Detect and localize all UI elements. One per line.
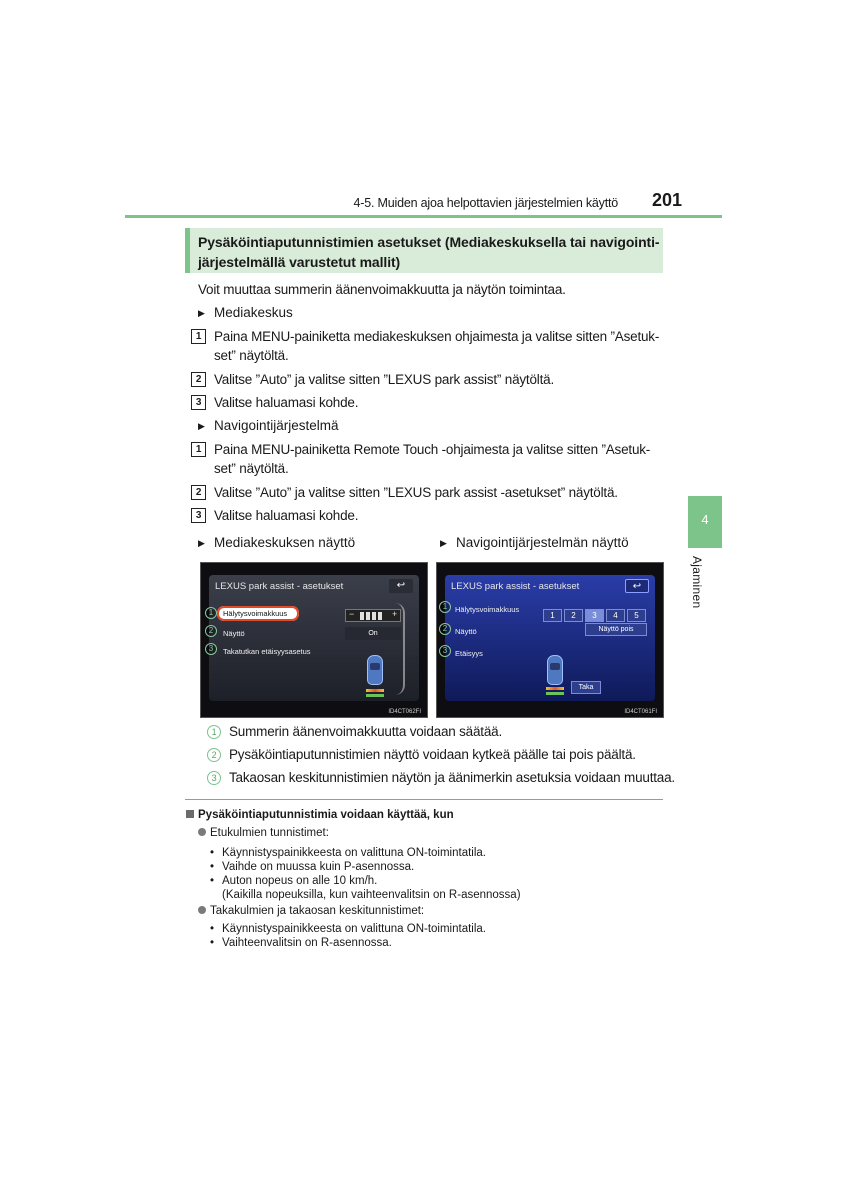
callout-3: 3 bbox=[205, 643, 217, 655]
nav-heading-label: Navigointijärjestelmä bbox=[214, 418, 339, 433]
square-bullet-icon bbox=[186, 810, 194, 818]
legend-item-1 bbox=[207, 722, 502, 741]
screen-title: LEXUS park assist - asetukset bbox=[215, 581, 344, 592]
triangle-right-icon: ▶ bbox=[198, 421, 205, 431]
volume-segment bbox=[372, 612, 376, 620]
callout-2: 2 bbox=[205, 625, 217, 637]
rear-sensor-indicator bbox=[366, 694, 384, 697]
step-text-line1: Valitse ”Auto” ja valitse sitten ”LEXUS park assist -asetukset” näytöltä. bbox=[214, 485, 618, 500]
minus-icon[interactable]: − bbox=[349, 609, 355, 619]
car-window bbox=[550, 663, 560, 670]
callout-1: 1 bbox=[439, 601, 451, 613]
plus-icon[interactable]: + bbox=[392, 609, 398, 619]
header-divider bbox=[125, 215, 722, 218]
distance-row[interactable]: Etäisyys bbox=[455, 649, 483, 658]
volume-row[interactable]: Hälytysvoimakkuus bbox=[455, 605, 520, 614]
media-screen-label-text: Mediakeskuksen näyttö bbox=[214, 535, 356, 550]
step-number-box: 1 bbox=[191, 442, 206, 457]
triangle-right-icon: ▶ bbox=[440, 538, 447, 548]
car-icon bbox=[547, 655, 563, 685]
step-text-line1: Paina MENU-painiketta mediakeskuksen ohjaimesta ja valitse sitten ”Asetuk- bbox=[214, 329, 660, 344]
bullet-icon: • bbox=[210, 875, 215, 887]
display-off-button[interactable]: Näyttö pois bbox=[585, 623, 647, 636]
chapter-tab[interactable]: 4 bbox=[688, 496, 722, 548]
volume-slider[interactable] bbox=[345, 609, 401, 622]
step-text-line2: set” näytöltä. bbox=[214, 461, 289, 476]
list-item bbox=[210, 922, 486, 936]
image-code: ID4CT062FI bbox=[388, 709, 421, 715]
legend-text: Takaosan keskitunnistimien näytön ja äänimerkin asetuksia voidaan muuttaa. bbox=[229, 770, 675, 785]
volume-row-label[interactable]: Hälytysvoimakkuus bbox=[217, 606, 299, 621]
volume-segment bbox=[378, 612, 382, 620]
back-arrow-icon[interactable]: ↩ bbox=[389, 579, 413, 593]
step-number-box: 3 bbox=[191, 395, 206, 410]
volume-level-1[interactable]: 1 bbox=[543, 609, 562, 622]
step-number-box: 2 bbox=[191, 485, 206, 500]
legend-text: Pysäköintiaputunnistimien näyttö voidaan kytkeä päälle tai pois päältä. bbox=[229, 747, 636, 762]
page-number: 201 bbox=[652, 190, 683, 210]
media-heading-label: Mediakeskus bbox=[214, 305, 293, 320]
media-step-3 bbox=[191, 393, 661, 412]
rear-button[interactable]: Taka bbox=[571, 681, 601, 694]
notes-divider bbox=[185, 799, 663, 800]
step-text-line2: set” näytöltä. bbox=[214, 348, 289, 363]
step-text-line1: Valitse haluamasi kohde. bbox=[214, 508, 359, 523]
list-item bbox=[210, 874, 377, 888]
intro-text: Voit muuttaa summerin äänenvoimakkuutta ja näytön toimintaa. bbox=[198, 282, 566, 297]
front-sensors-title bbox=[198, 826, 329, 840]
media-step-1 bbox=[191, 327, 661, 365]
legend-number: 1 bbox=[207, 725, 221, 739]
section-heading-line2: järjestelmällä varustetut mallit) bbox=[198, 254, 401, 270]
chapter-title: 4-5. Muiden ajoa helpottavien järjestelmien käyttö bbox=[353, 196, 618, 210]
rear-sensors-title-text: Takakulmien ja takaosan keskitunnistimet: bbox=[210, 905, 425, 917]
back-arrow-icon[interactable]: ↩ bbox=[625, 579, 649, 593]
step-number-box: 1 bbox=[191, 329, 206, 344]
bullet-icon: • bbox=[210, 861, 215, 873]
legend-number: 2 bbox=[207, 748, 221, 762]
section-heading-line1: Pysäköintiaputunnistimien asetukset (Mediakeskuksella tai navigointi- bbox=[198, 234, 660, 250]
legend-item-2 bbox=[207, 745, 636, 764]
media-screen-display bbox=[209, 575, 419, 701]
list-item bbox=[210, 936, 392, 950]
rear-sensor-indicator bbox=[366, 689, 384, 692]
triangle-right-icon: ▶ bbox=[198, 308, 205, 318]
screen-title: LEXUS park assist - asetukset bbox=[451, 581, 580, 592]
bullet-icon: • bbox=[210, 923, 215, 935]
step-text-line1: Paina MENU-painiketta Remote Touch -ohjaimesta ja valitse sitten ”Asetuk- bbox=[214, 442, 651, 457]
display-row[interactable]: Näyttö bbox=[455, 627, 477, 636]
display-row[interactable]: Näyttö bbox=[223, 629, 245, 638]
callout-3: 3 bbox=[439, 645, 451, 657]
nav-screen-label bbox=[440, 533, 629, 553]
nav-step-3 bbox=[191, 506, 661, 525]
volume-row[interactable] bbox=[217, 609, 299, 618]
triangle-right-icon: ▶ bbox=[198, 538, 205, 548]
step-text-line1: Valitse ”Auto” ja valitse sitten ”LEXUS park assist” näytöltä. bbox=[214, 372, 554, 387]
volume-level-2[interactable]: 2 bbox=[564, 609, 583, 622]
list-item-text: Käynnistyspainikkeesta on valittuna ON-toimintatila. bbox=[222, 847, 486, 859]
media-screenshot bbox=[200, 562, 428, 718]
chapter-tab-label: Ajaminen bbox=[690, 556, 704, 609]
list-item bbox=[210, 846, 486, 860]
bullet-icon: • bbox=[210, 847, 215, 859]
list-item-note: (Kaikilla nopeuksilla, kun vaihteenvalitsin on R-asennossa) bbox=[222, 889, 521, 901]
nav-screen-label-text: Navigointijärjestelmän näyttö bbox=[456, 535, 629, 550]
nav-step-2 bbox=[191, 483, 661, 502]
media-step-2 bbox=[191, 370, 661, 389]
distance-row[interactable]: Takatutkan etäisyysasetus bbox=[223, 647, 311, 656]
volume-level-5[interactable]: 5 bbox=[627, 609, 646, 622]
display-on-value[interactable]: On bbox=[345, 627, 401, 640]
legend-number: 3 bbox=[207, 771, 221, 785]
front-sensors-title-text: Etukulmien tunnistimet: bbox=[210, 827, 329, 839]
legend-item-3 bbox=[207, 768, 675, 787]
step-text-line1: Valitse haluamasi kohde. bbox=[214, 395, 359, 410]
list-item-text: Käynnistyspainikkeesta on valittuna ON-toimintatila. bbox=[222, 923, 486, 935]
nav-step-1 bbox=[191, 440, 661, 478]
notes-heading bbox=[186, 809, 454, 821]
legend-text: Summerin äänenvoimakkuutta voidaan säätää. bbox=[229, 724, 503, 739]
car-window bbox=[370, 663, 380, 670]
bullet-icon: • bbox=[210, 937, 215, 949]
volume-level-4[interactable]: 4 bbox=[606, 609, 625, 622]
dot-bullet-icon bbox=[198, 906, 206, 914]
nav-heading bbox=[198, 416, 339, 436]
image-code: ID4CT061FI bbox=[624, 709, 657, 715]
step-number-box: 2 bbox=[191, 372, 206, 387]
step-number-box: 3 bbox=[191, 508, 206, 523]
volume-segment bbox=[360, 612, 364, 620]
notes-heading-text: Pysäköintiaputunnistimia voidaan käyttää, kun bbox=[198, 809, 454, 821]
section-heading bbox=[185, 228, 663, 273]
rear-sensor-indicator bbox=[546, 692, 564, 695]
list-item bbox=[210, 860, 414, 874]
list-item-text: Vaihteenvalitsin on R-asennossa. bbox=[222, 937, 392, 949]
nav-screen-display bbox=[445, 575, 655, 701]
media-screen-label bbox=[198, 533, 355, 553]
media-heading bbox=[198, 303, 293, 323]
dot-bullet-icon bbox=[198, 828, 206, 836]
callout-1: 1 bbox=[205, 607, 217, 619]
rear-sensor-indicator bbox=[546, 687, 564, 690]
volume-segment bbox=[366, 612, 370, 620]
nav-screenshot bbox=[436, 562, 664, 718]
volume-level-3[interactable]: 3 bbox=[585, 609, 604, 622]
list-item-text: Vaihde on muussa kuin P-asennossa. bbox=[222, 861, 415, 873]
callout-2: 2 bbox=[439, 623, 451, 635]
car-icon bbox=[367, 655, 383, 685]
list-item-text: Auton nopeus on alle 10 km/h. bbox=[222, 875, 378, 887]
rear-sensors-title bbox=[198, 904, 424, 918]
